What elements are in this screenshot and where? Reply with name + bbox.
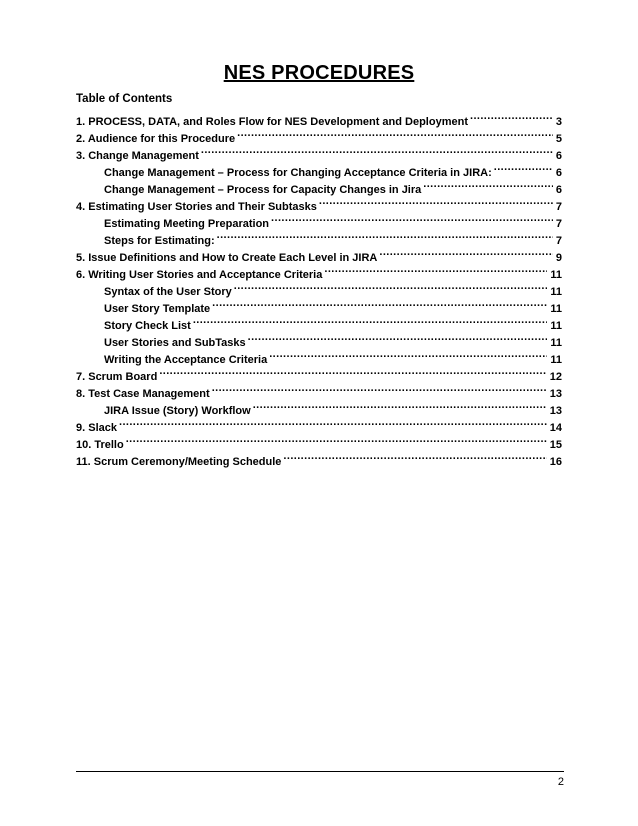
toc-entry-title: Change Management – Process for Changing Acceptance Criteria in JIRA: — [104, 167, 492, 179]
toc-entry-page: 11 — [550, 269, 562, 281]
toc-leader-dots — [119, 414, 547, 431]
toc-entry-page: 7 — [555, 218, 562, 230]
toc-entry-title: Change Management – Process for Capacity Changes in Jira — [104, 184, 422, 196]
document-title: NES PROCEDURES — [223, 62, 415, 84]
toc-entry-page: 7 — [555, 235, 562, 247]
toc-leader-dots — [494, 159, 553, 176]
toc-entry-title: 3. Change Management — [76, 150, 199, 162]
toc-entry-title: 2. Audience for this Procedure — [76, 133, 236, 145]
toc-entry-title: Syntax of the User Story — [104, 286, 232, 298]
toc-entry-page: 11 — [550, 337, 562, 349]
toc-entry-page: 12 — [549, 371, 562, 383]
toc-leader-dots — [470, 108, 553, 125]
toc-entry-title: 7. Scrum Board — [76, 371, 158, 383]
toc-leader-dots — [248, 329, 548, 346]
toc-leader-dots — [126, 431, 547, 448]
page-number: 2 — [557, 776, 564, 788]
toc-entry-title: 9. Slack — [76, 422, 117, 434]
toc-entry-title: 1. PROCESS, DATA, and Roles Flow for NES Development and Deployment — [76, 116, 468, 128]
toc-entry-page: 9 — [555, 252, 562, 264]
toc-entry-page: 6 — [555, 167, 562, 179]
toc-entry-page: 11 — [550, 320, 562, 332]
toc-entry-title: User Story Template — [104, 303, 211, 315]
table-of-contents — [76, 90, 562, 468]
toc-leader-dots — [423, 176, 553, 193]
toc-leader-dots — [237, 125, 553, 142]
toc-entry-title: JIRA Issue (Story) Workflow — [104, 405, 251, 417]
toc-leader-dots — [319, 193, 553, 210]
toc-entry[interactable] — [76, 448, 562, 468]
toc-heading: Table of Contents — [76, 93, 173, 105]
toc-entry-title: 8. Test Case Management — [76, 388, 210, 400]
toc-entry-page: 6 — [555, 150, 562, 162]
toc-entry[interactable] — [76, 431, 562, 451]
toc-leader-dots — [234, 278, 548, 295]
toc-entry-page: 11 — [550, 286, 562, 298]
toc-leader-dots — [324, 261, 547, 278]
toc-entry-page: 5 — [555, 133, 562, 145]
toc-entry-title: 6. Writing User Stories and Acceptance Criteria — [76, 269, 323, 281]
toc-leader-dots — [212, 295, 547, 312]
toc-entry-title: 5. Issue Definitions and How to Create Each Level in JIRA — [76, 252, 378, 264]
toc-entry[interactable] — [76, 414, 562, 434]
toc-leader-dots — [159, 363, 546, 380]
toc-leader-dots — [271, 210, 553, 227]
toc-entry-page: 6 — [555, 184, 562, 196]
toc-entry-title: Steps for Estimating: — [104, 235, 215, 247]
toc-entry[interactable] — [76, 108, 562, 128]
toc-entry-page: 11 — [550, 354, 562, 366]
toc-entry-page: 15 — [549, 439, 562, 451]
toc-entry-page: 7 — [555, 201, 562, 213]
toc-entry-title: Writing the Acceptance Criteria — [104, 354, 268, 366]
toc-entry-page: 11 — [550, 303, 562, 315]
toc-entry-page: 14 — [549, 422, 562, 434]
toc-entry-page: 3 — [555, 116, 562, 128]
toc-leader-dots — [201, 142, 553, 159]
toc-leader-dots — [379, 244, 553, 261]
toc-entry-title: 11. Scrum Ceremony/Meeting Schedule — [76, 456, 282, 468]
toc-leader-dots — [283, 448, 546, 465]
toc-entry-title: 10. Trello — [76, 439, 124, 451]
toc-entry-page: 16 — [549, 456, 562, 468]
toc-entry-title: Story Check List — [104, 320, 191, 332]
toc-entry-title: Estimating Meeting Preparation — [104, 218, 270, 230]
toc-entry-title: 4. Estimating User Stories and Their Subtasks — [76, 201, 317, 213]
toc-entry-page: 13 — [549, 405, 562, 417]
toc-leader-dots — [217, 227, 553, 244]
toc-leader-dots — [193, 312, 548, 329]
toc-entry-title: User Stories and SubTasks — [104, 337, 246, 349]
toc-leader-dots — [253, 397, 547, 414]
toc-entry-page: 13 — [549, 388, 562, 400]
toc-leader-dots — [212, 380, 547, 397]
footer-divider — [76, 771, 564, 772]
toc-leader-dots — [269, 346, 547, 363]
